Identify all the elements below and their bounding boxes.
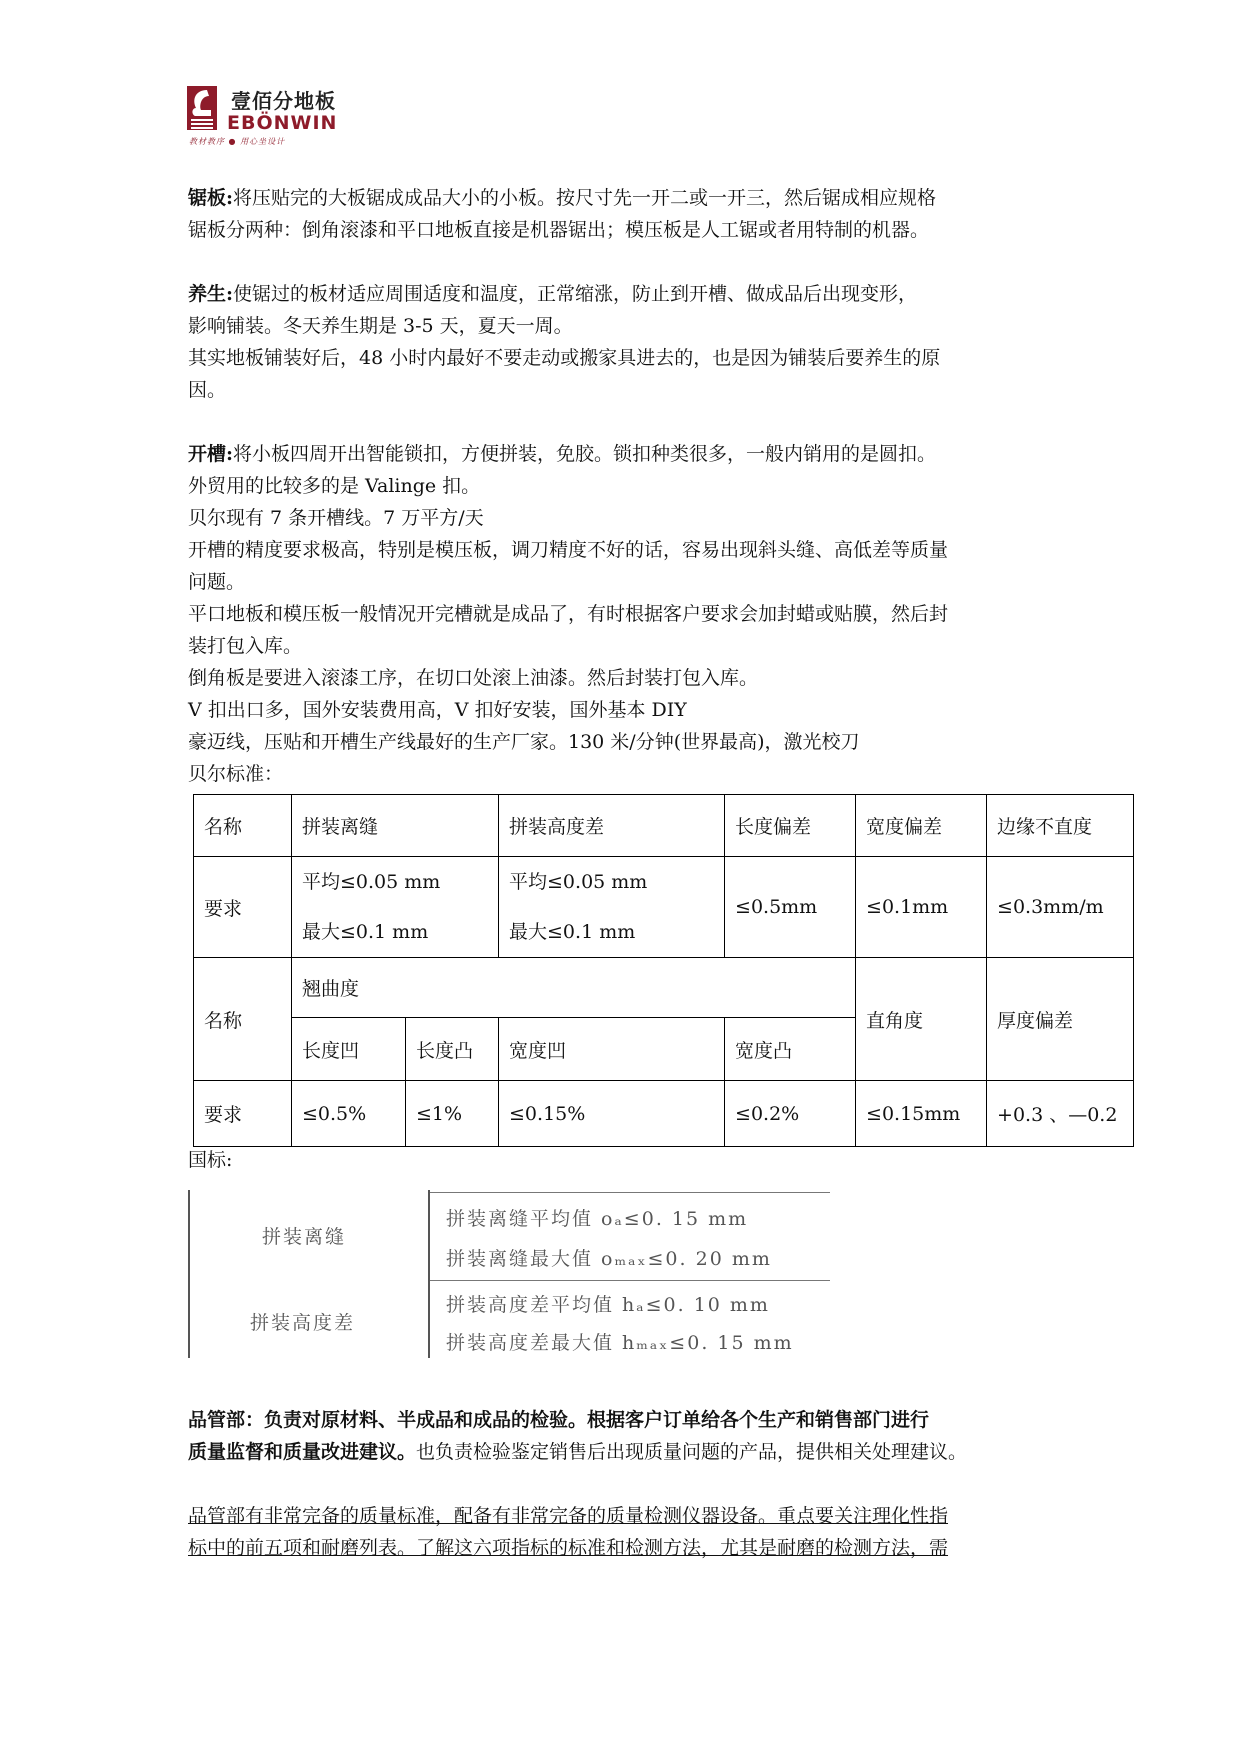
saw-heading: 锯板: (188, 187, 234, 209)
table-cell: 边缘不直度 (987, 795, 1134, 857)
table-cell: 长度凹 (292, 1018, 406, 1081)
table-cell: ≤0.2% (725, 1081, 856, 1147)
groove-paragraph-line: 外贸用的比较多的是 Valinge 扣。 (188, 475, 481, 497)
national-row1-name: 拼装离缝 (262, 1226, 347, 1248)
national-row1-avg: 拼装离缝平均值 oₐ≤0. 15 mm (446, 1208, 749, 1230)
table-cell: ≤0.5mm (725, 857, 856, 958)
document-body (188, 182, 1058, 790)
logo-mark-icon (187, 86, 217, 130)
table-cell: 宽度偏差 (856, 795, 987, 857)
cure-paragraph-line: 养生:使锯过的板材适应周围适度和温度，正常缩涨，防止到开槽、做成品后出现变形， (188, 283, 918, 305)
table-cell: 平均≤0.05 mm 最大≤0.1 mm (292, 857, 499, 958)
national-standard-image (188, 1190, 828, 1358)
company-logo (187, 86, 357, 148)
qc-underlined-line: 品管部有非常完备的质量标准，配备有非常完备的质量检测仪器设备。重点要关注理化性指 (188, 1505, 949, 1527)
groove-paragraph-line: 问题。 (188, 571, 246, 593)
table-cell: 平均≤0.05 mm 最大≤0.1 mm (499, 857, 725, 958)
groove-paragraph-line: 开槽的精度要求极高，特别是模压板，调刀精度不好的话，容易出现斜头缝、高低差等质量 (188, 539, 949, 561)
table-cell: 长度凸 (406, 1018, 499, 1081)
saw-paragraph-line: 锯板分两种：倒角滚漆和平口地板直接是机器锯出；模压板是人工锯或者用特制的机器。 (188, 219, 930, 241)
table-row (194, 795, 1134, 857)
bell-standard-label: 贝尔标准： (188, 763, 284, 785)
national-standard-label: 国标: (188, 1149, 233, 1171)
table-cell: ≤0.15mm (856, 1081, 987, 1147)
groove-paragraph-line: V 扣出口多，国外安装费用高，V 扣好安装，国外基本 DIY (188, 699, 687, 721)
table-cell: 要求 (194, 857, 292, 958)
table-row (194, 857, 1134, 958)
table-cell: 翘曲度 (292, 958, 856, 1018)
national-row1-max: 拼装离缝最大值 oₘₐₓ≤0. 20 mm (446, 1248, 772, 1270)
groove-paragraph-line: 倒角板是要进入滚漆工序，在切口处滚上油漆。然后封装打包入库。 (188, 667, 759, 689)
national-row2-name: 拼装高度差 (250, 1312, 356, 1334)
saw-paragraph-line: 锯板:将压贴完的大板锯成成品大小的小板。按尺寸先一开二或一开三，然后锯成相应规格 (188, 187, 937, 209)
groove-paragraph-line: 开槽:将小板四周开出智能锁扣，方便拼装，免胶。锁扣种类很多，一般内销用的是圆扣。 (188, 443, 937, 465)
table-cell: ≤0.15% (499, 1081, 725, 1147)
logo-slogan: 教材教序 ● 用心坐设计 (189, 137, 286, 146)
table-cell: 拼装离缝 (292, 795, 499, 857)
table-row (194, 1081, 1134, 1147)
logo-english-name: EBÖNWIN (227, 112, 338, 134)
table-cell: ≤1% (406, 1081, 499, 1147)
table-cell: 宽度凹 (499, 1018, 725, 1081)
cure-paragraph-line: 其实地板铺装好后，48 小时内最好不要走动或搬家具进去的，也是因为铺装后要养生的原 (188, 347, 941, 369)
cure-paragraph-line: 因。 (188, 379, 227, 401)
table-row (194, 958, 1134, 1018)
table-cell: 直角度 (856, 958, 987, 1081)
table-cell: 名称 (194, 958, 292, 1081)
table-cell: ≤0.5% (292, 1081, 406, 1147)
groove-paragraph-line: 贝尔现有 7 条开槽线。7 万平方/天 (188, 507, 484, 529)
logo-chinese-name: 壹佰分地板 (231, 89, 336, 113)
groove-paragraph-line: 豪迈线，压贴和开槽生产线最好的生产厂家。130 米/分钟(世界最高)，激光校刀 (188, 731, 860, 753)
national-row2-avg: 拼装高度差平均值 hₐ≤0. 10 mm (446, 1294, 770, 1316)
table-cell: 长度偏差 (725, 795, 856, 857)
table-cell: 拼装高度差 (499, 795, 725, 857)
table-cell: 宽度凸 (725, 1018, 856, 1081)
table-cell: 厚度偏差 (987, 958, 1134, 1081)
cure-paragraph-line: 影响铺装。冬天养生期是 3-5 天，夏天一周。 (188, 315, 573, 337)
qc-line: 质量监督和质量改进建议。也负责检验鉴定销售后出现质量问题的产品，提供相关处理建议。 (188, 1441, 968, 1463)
bell-standard-table (193, 794, 1134, 1147)
cure-heading: 养生: (188, 283, 234, 305)
groove-heading: 开槽: (188, 443, 234, 465)
table-cell: ≤0.3mm/m (987, 857, 1134, 958)
table-cell: 要求 (194, 1081, 292, 1147)
qc-section (188, 1404, 1058, 1564)
table-cell: ≤0.1mm (856, 857, 987, 958)
qc-line: 品管部：负责对原材料、半成品和成品的检验。根据客户订单给各个生产和销售部门进行 (188, 1409, 930, 1431)
qc-underlined-line: 标中的前五项和耐磨列表。了解这六项指标的标准和检测方法，尤其是耐磨的检测方法，需 (188, 1537, 949, 1559)
groove-paragraph-line: 平口地板和模压板一般情况开完槽就是成品了，有时根据客户要求会加封蜡或贴膜，然后封 (188, 603, 949, 625)
table-cell: 名称 (194, 795, 292, 857)
national-row2-max: 拼装高度差最大值 hₘₐₓ≤0. 15 mm (446, 1332, 794, 1354)
groove-paragraph-line: 装打包入库。 (188, 635, 303, 657)
table-cell: +0.3 、—0.2 (987, 1081, 1134, 1147)
